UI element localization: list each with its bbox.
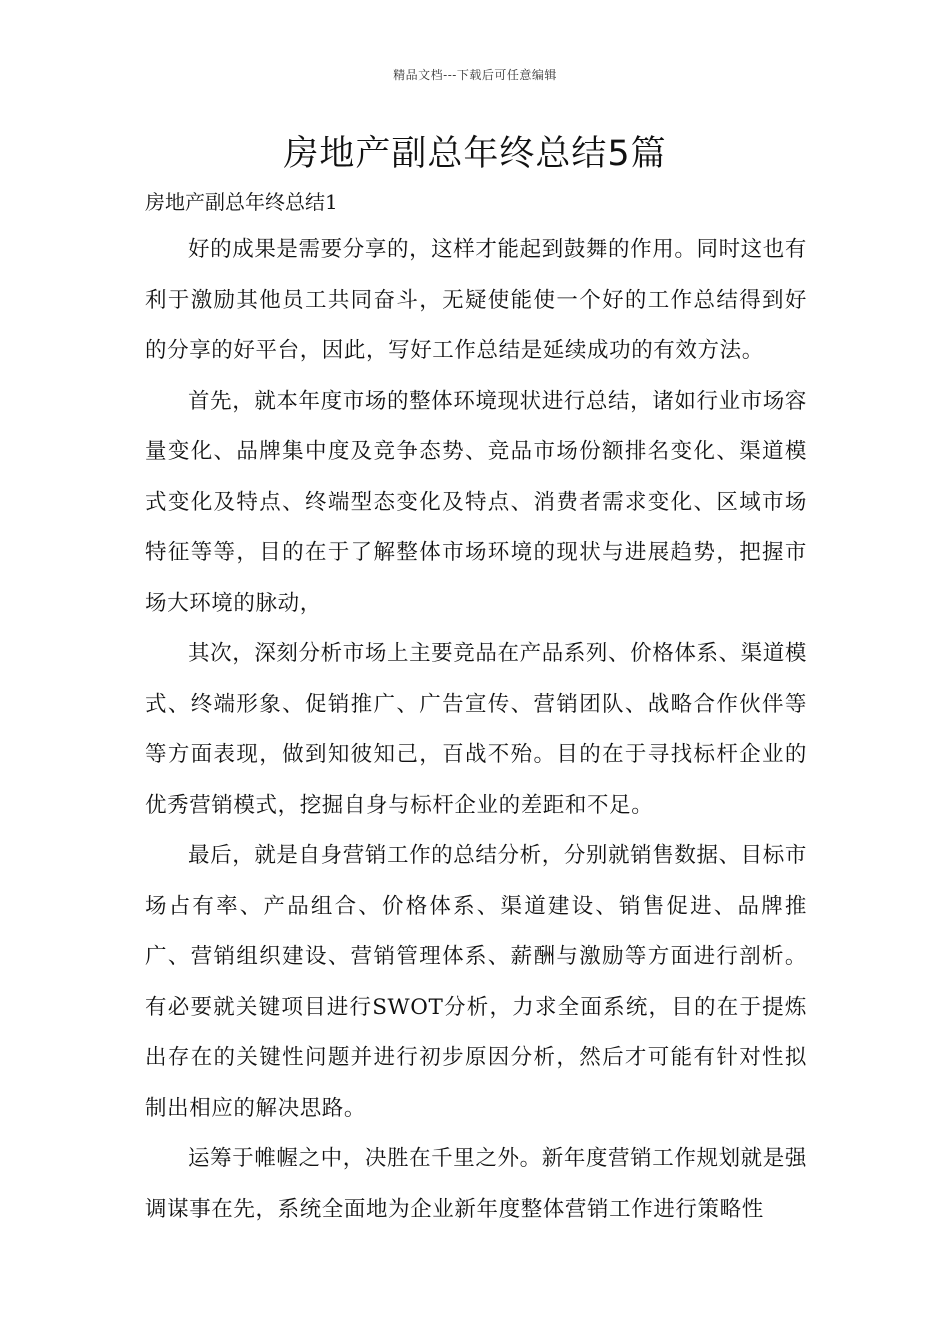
paragraph: 好的成果是需要分享的，这样才能起到鼓舞的作用。同时这也有利于激励其他员工共同奋斗，无疑使能使一个好的工作总结得到好的分享的好平台，因此，写好工作总结是延续成功的有效方法。 bbox=[145, 237, 807, 363]
paragraph: 其次，深刻分析市场上主要竞品在产品系列、价格体系、渠道模式、终端形象、促销推广、广告宣传、营销团队、战略合作伙伴等等方面表现，做到知彼知己，百战不殆。目的在于寻找标杆企业的优秀营销模式，挖掘自身与标杆企业的差距和不足。 bbox=[145, 641, 807, 818]
document-title: 房地产副总年终总结5篇 bbox=[283, 134, 667, 174]
section-heading: 房地产副总年终总结1 bbox=[145, 190, 338, 214]
paragraph: 最后，就是自身营销工作的总结分析，分别就销售数据、目标市场占有率、产品组合、价格体系、渠道建设、销售促进、品牌推广、营销组织建设、营销管理体系、薪酬与激励等方面进行剖析。有必要就关键项目进行SWOT分析，力求全面系统，目的在于提炼出存在的关键性问题并进行初步原因分析，然后才可能有针对性拟制出相应的解决思路。 bbox=[145, 843, 807, 1121]
paragraph: 首先，就本年度市场的整体环境现状进行总结，诸如行业市场容量变化、品牌集中度及竞争态势、竞品市场份额排名变化、渠道模式变化及特点、终端型态变化及特点、消费者需求变化、区域市场特征等等，目的在于了解整体市场环境的现状与进展趋势，把握市场大环境的脉动， bbox=[145, 388, 807, 616]
paragraph: 运筹于帷幄之中，决胜在千里之外。新年度营销工作规划就是强调谋事在先，系统全面地为企业新年度整体营销工作进行策略性 bbox=[145, 1146, 807, 1222]
header-note: 精品文档---下载后可任意编辑 bbox=[393, 68, 557, 82]
document-body bbox=[145, 225, 807, 1235]
